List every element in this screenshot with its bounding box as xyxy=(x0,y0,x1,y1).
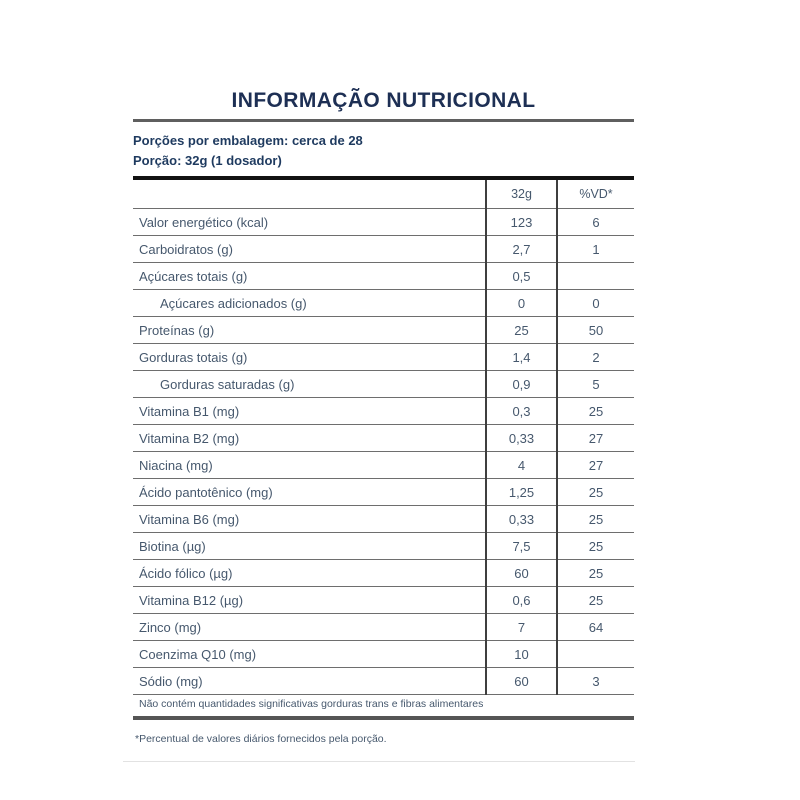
dv-value: 25 xyxy=(557,398,634,425)
amount-value: 60 xyxy=(486,560,557,587)
nutrient-name: Coenzima Q10 (mg) xyxy=(133,641,486,668)
amount-value: 2,7 xyxy=(486,236,557,263)
dv-value: 1 xyxy=(557,236,634,263)
table-body xyxy=(133,209,634,695)
dv-value: 27 xyxy=(557,452,634,479)
nutrition-label xyxy=(133,88,634,762)
nutrient-name: Carboidratos (g) xyxy=(133,236,486,263)
table-row xyxy=(133,506,634,533)
dv-value xyxy=(557,263,634,290)
no-significant-amounts-note: Não contém quantidades significativas gorduras trans e fibras alimentares xyxy=(133,695,634,720)
nutrient-name: Ácido fólico (µg) xyxy=(133,560,486,587)
page-title: INFORMAÇÃO NUTRICIONAL xyxy=(231,89,536,112)
column-header-dv: %VD* xyxy=(557,180,634,209)
amount-value: 25 xyxy=(486,317,557,344)
dv-value: 25 xyxy=(557,479,634,506)
nutrient-name: Proteínas (g) xyxy=(133,317,486,344)
table-row xyxy=(133,641,634,668)
serving-info xyxy=(133,131,634,171)
nutrient-name: Vitamina B12 (µg) xyxy=(133,587,486,614)
table-row xyxy=(133,371,634,398)
dv-value: 25 xyxy=(557,587,634,614)
dv-value: 64 xyxy=(557,614,634,641)
nutrient-name: Gorduras totais (g) xyxy=(133,344,486,371)
nutrient-name: Zinco (mg) xyxy=(133,614,486,641)
table-row xyxy=(133,614,634,641)
nutrient-name: Vitamina B2 (mg) xyxy=(133,425,486,452)
servings-per-package: Porções por embalagem: cerca de 28 xyxy=(133,133,363,148)
dv-value: 2 xyxy=(557,344,634,371)
serving-size: Porção: 32g (1 dosador) xyxy=(133,153,282,168)
amount-value: 0,33 xyxy=(486,425,557,452)
table-row xyxy=(133,533,634,560)
dv-footnote: *Percentual de valores diários fornecidos pela porção. xyxy=(135,733,387,745)
nutrient-name: Biotina (µg) xyxy=(133,533,486,560)
dv-value: 25 xyxy=(557,506,634,533)
dv-value: 0 xyxy=(557,290,634,317)
table-row xyxy=(133,587,634,614)
nutrient-name: Açúcares totais (g) xyxy=(133,263,486,290)
amount-value: 1,4 xyxy=(486,344,557,371)
bottom-divider xyxy=(123,761,635,762)
table-row xyxy=(133,344,634,371)
amount-value: 10 xyxy=(486,641,557,668)
table-row xyxy=(133,290,634,317)
dv-value: 27 xyxy=(557,425,634,452)
amount-value: 123 xyxy=(486,209,557,236)
amount-value: 0,33 xyxy=(486,506,557,533)
amount-value: 0 xyxy=(486,290,557,317)
nutrient-name: Vitamina B1 (mg) xyxy=(133,398,486,425)
table-row xyxy=(133,398,634,425)
dv-value xyxy=(557,641,634,668)
amount-value: 0,5 xyxy=(486,263,557,290)
amount-value: 60 xyxy=(486,668,557,695)
table-header-row xyxy=(133,180,634,209)
table-row xyxy=(133,317,634,344)
column-header-amount: 32g xyxy=(486,180,557,209)
nutrient-name: Niacina (mg) xyxy=(133,452,486,479)
nutrient-name: Açúcares adicionados (g) xyxy=(133,290,486,317)
column-header-nutrient xyxy=(133,180,486,209)
table-row xyxy=(133,452,634,479)
dv-value: 5 xyxy=(557,371,634,398)
table-row xyxy=(133,263,634,290)
amount-value: 7 xyxy=(486,614,557,641)
nutrient-name: Vitamina B6 (mg) xyxy=(133,506,486,533)
amount-value: 7,5 xyxy=(486,533,557,560)
dv-value: 3 xyxy=(557,668,634,695)
nutrient-name: Valor energético (kcal) xyxy=(133,209,486,236)
amount-value: 1,25 xyxy=(486,479,557,506)
dv-value: 6 xyxy=(557,209,634,236)
table-row xyxy=(133,236,634,263)
table-row xyxy=(133,209,634,236)
dv-value: 25 xyxy=(557,560,634,587)
amount-value: 0,9 xyxy=(486,371,557,398)
dv-value: 25 xyxy=(557,533,634,560)
nutrition-table xyxy=(133,180,634,695)
table-row xyxy=(133,560,634,587)
nutrient-name: Gorduras saturadas (g) xyxy=(133,371,486,398)
amount-value: 0,6 xyxy=(486,587,557,614)
amount-value: 0,3 xyxy=(486,398,557,425)
table-row xyxy=(133,479,634,506)
nutrient-name: Sódio (mg) xyxy=(133,668,486,695)
table-row xyxy=(133,425,634,452)
amount-value: 4 xyxy=(486,452,557,479)
dv-value: 50 xyxy=(557,317,634,344)
title-underline xyxy=(133,119,634,122)
table-row xyxy=(133,668,634,695)
nutrient-name: Ácido pantotênico (mg) xyxy=(133,479,486,506)
